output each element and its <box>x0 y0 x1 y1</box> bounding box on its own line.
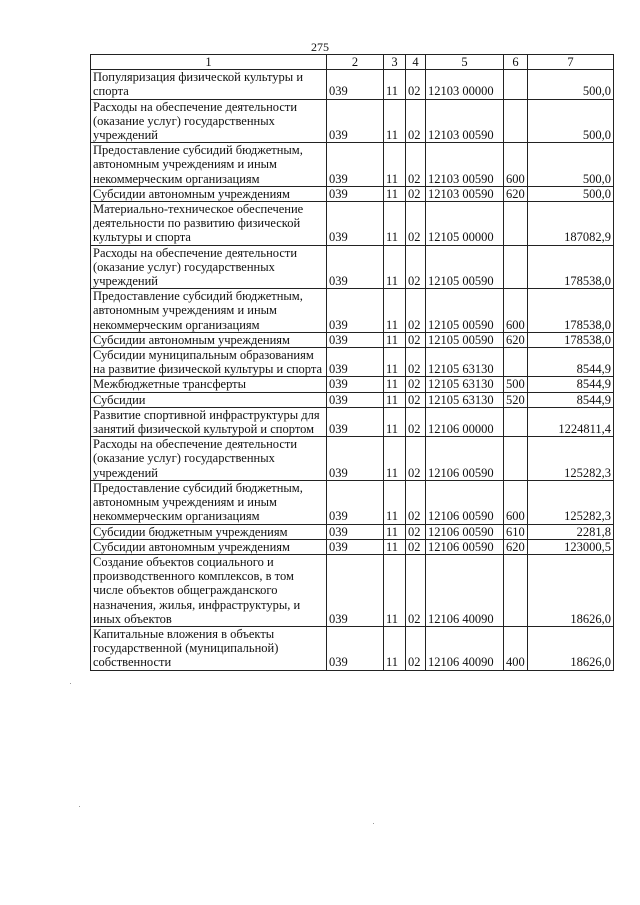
row-amount: 8544,9 <box>528 377 614 392</box>
row-type <box>504 348 528 377</box>
row-type: 600 <box>504 480 528 524</box>
row-subsection: 02 <box>406 407 426 436</box>
row-amount: 500,0 <box>528 70 614 99</box>
row-section: 11 <box>384 143 406 187</box>
row-article: 12106 00590 <box>426 539 504 554</box>
row-subsection: 02 <box>406 186 426 201</box>
row-section: 11 <box>384 524 406 539</box>
table-row <box>91 377 614 392</box>
table-row <box>91 143 614 187</box>
row-section: 11 <box>384 554 406 626</box>
row-name: Субсидии автономным учреждениям <box>91 539 327 554</box>
table-row <box>91 289 614 333</box>
row-type: 620 <box>504 186 528 201</box>
row-name: Развитие спортивной инфраструктуры для занятий физической культурой и спортом <box>91 407 327 436</box>
column-header: 7 <box>528 55 614 70</box>
row-article: 12106 00590 <box>426 437 504 481</box>
row-code: 039 <box>327 626 384 670</box>
table-row <box>91 539 614 554</box>
row-type: 600 <box>504 143 528 187</box>
row-subsection: 02 <box>406 626 426 670</box>
row-type: 520 <box>504 392 528 407</box>
row-section: 11 <box>384 407 406 436</box>
table-row <box>91 245 614 289</box>
row-section: 11 <box>384 626 406 670</box>
row-type: 500 <box>504 377 528 392</box>
row-code: 039 <box>327 554 384 626</box>
table-row <box>91 524 614 539</box>
row-amount: 2281,8 <box>528 524 614 539</box>
page-number: 275 <box>311 40 329 54</box>
row-amount: 500,0 <box>528 143 614 187</box>
row-name: Расходы на обеспечение деятельности (оказание услуг) государственных учреждений <box>91 245 327 289</box>
row-amount: 18626,0 <box>528 626 614 670</box>
row-type <box>504 202 528 246</box>
row-article: 12103 00590 <box>426 99 504 143</box>
row-code: 039 <box>327 348 384 377</box>
row-subsection: 02 <box>406 377 426 392</box>
row-subsection: 02 <box>406 202 426 246</box>
table-row <box>91 437 614 481</box>
row-amount: 178538,0 <box>528 289 614 333</box>
row-code: 039 <box>327 70 384 99</box>
row-amount: 500,0 <box>528 186 614 201</box>
table-row <box>91 407 614 436</box>
row-name: Материально-техническое обеспечение деятельности по развитию физической культуры и спорта <box>91 202 327 246</box>
row-article: 12105 00590 <box>426 332 504 347</box>
row-subsection: 02 <box>406 524 426 539</box>
row-type <box>504 437 528 481</box>
row-amount: 500,0 <box>528 99 614 143</box>
table-row <box>91 480 614 524</box>
row-subsection: 02 <box>406 437 426 481</box>
row-code: 039 <box>327 245 384 289</box>
row-type: 400 <box>504 626 528 670</box>
row-amount: 178538,0 <box>528 332 614 347</box>
row-code: 039 <box>327 289 384 333</box>
row-section: 11 <box>384 245 406 289</box>
row-name: Субсидии автономным учреждениям <box>91 332 327 347</box>
table-row <box>91 626 614 670</box>
row-code: 039 <box>327 524 384 539</box>
header-row <box>91 55 614 70</box>
row-subsection: 02 <box>406 539 426 554</box>
budget-table <box>90 54 614 671</box>
row-code: 039 <box>327 99 384 143</box>
row-article: 12103 00590 <box>426 186 504 201</box>
row-name: Субсидии автономным учреждениям <box>91 186 327 201</box>
row-amount: 125282,3 <box>528 480 614 524</box>
row-article: 12105 00590 <box>426 289 504 333</box>
row-type: 620 <box>504 539 528 554</box>
row-section: 11 <box>384 202 406 246</box>
row-code: 039 <box>327 332 384 347</box>
row-subsection: 02 <box>406 289 426 333</box>
row-article: 12106 40090 <box>426 626 504 670</box>
row-subsection: 02 <box>406 245 426 289</box>
row-name: Субсидии муниципальным образованиям на развитие физической культуры и спорта <box>91 348 327 377</box>
row-article: 12106 40090 <box>426 554 504 626</box>
scan-speck <box>70 683 71 684</box>
row-section: 11 <box>384 99 406 143</box>
row-section: 11 <box>384 377 406 392</box>
row-amount: 8544,9 <box>528 392 614 407</box>
row-name: Предоставление субсидий бюджетным, автономным учреждениям и иным некоммерческим организациям <box>91 289 327 333</box>
row-code: 039 <box>327 202 384 246</box>
row-article: 12106 00000 <box>426 407 504 436</box>
row-type: 620 <box>504 332 528 347</box>
table-row <box>91 332 614 347</box>
table-body <box>91 70 614 670</box>
row-section: 11 <box>384 348 406 377</box>
row-section: 11 <box>384 437 406 481</box>
row-code: 039 <box>327 407 384 436</box>
row-code: 039 <box>327 480 384 524</box>
row-type <box>504 245 528 289</box>
row-code: 039 <box>327 437 384 481</box>
row-section: 11 <box>384 186 406 201</box>
row-section: 11 <box>384 289 406 333</box>
row-section: 11 <box>384 70 406 99</box>
row-section: 11 <box>384 332 406 347</box>
row-name: Субсидии бюджетным учреждениям <box>91 524 327 539</box>
row-type <box>504 99 528 143</box>
row-amount: 125282,3 <box>528 437 614 481</box>
row-subsection: 02 <box>406 332 426 347</box>
row-name: Субсидии <box>91 392 327 407</box>
row-amount: 178538,0 <box>528 245 614 289</box>
row-amount: 187082,9 <box>528 202 614 246</box>
table-row <box>91 70 614 99</box>
row-amount: 123000,5 <box>528 539 614 554</box>
row-type: 600 <box>504 289 528 333</box>
table-row <box>91 99 614 143</box>
row-name: Предоставление субсидий бюджетным, автономным учреждениям и иным некоммерческим организациям <box>91 143 327 187</box>
row-name: Создание объектов социального и производственного комплексов, в том числе объектов общегражданского назначения, жилья, инфраструктуры, и иных объектов <box>91 554 327 626</box>
row-code: 039 <box>327 143 384 187</box>
row-amount: 8544,9 <box>528 348 614 377</box>
table-row <box>91 348 614 377</box>
table-row <box>91 554 614 626</box>
row-type <box>504 70 528 99</box>
column-header: 2 <box>327 55 384 70</box>
table-row <box>91 202 614 246</box>
row-section: 11 <box>384 392 406 407</box>
row-code: 039 <box>327 186 384 201</box>
row-code: 039 <box>327 392 384 407</box>
row-subsection: 02 <box>406 348 426 377</box>
row-section: 11 <box>384 539 406 554</box>
row-subsection: 02 <box>406 99 426 143</box>
scan-speck <box>373 823 374 824</box>
table-row <box>91 392 614 407</box>
row-type <box>504 554 528 626</box>
row-amount: 18626,0 <box>528 554 614 626</box>
row-subsection: 02 <box>406 143 426 187</box>
row-name: Межбюджетные трансферты <box>91 377 327 392</box>
row-section: 11 <box>384 480 406 524</box>
row-subsection: 02 <box>406 480 426 524</box>
row-name: Расходы на обеспечение деятельности (оказание услуг) государственных учреждений <box>91 99 327 143</box>
row-article: 12106 00590 <box>426 480 504 524</box>
row-article: 12106 00590 <box>426 524 504 539</box>
row-type: 610 <box>504 524 528 539</box>
row-article: 12105 63130 <box>426 348 504 377</box>
row-amount: 1224811,4 <box>528 407 614 436</box>
scan-speck <box>79 806 80 807</box>
row-subsection: 02 <box>406 554 426 626</box>
column-header: 4 <box>406 55 426 70</box>
row-name: Популяризация физической культуры и спорта <box>91 70 327 99</box>
column-header: 5 <box>426 55 504 70</box>
row-article: 12105 00590 <box>426 245 504 289</box>
row-code: 039 <box>327 539 384 554</box>
row-type <box>504 407 528 436</box>
row-article: 12105 63130 <box>426 377 504 392</box>
row-article: 12105 00000 <box>426 202 504 246</box>
row-subsection: 02 <box>406 70 426 99</box>
column-header: 6 <box>504 55 528 70</box>
row-article: 12105 63130 <box>426 392 504 407</box>
row-article: 12103 00000 <box>426 70 504 99</box>
row-name: Расходы на обеспечение деятельности (оказание услуг) государственных учреждений <box>91 437 327 481</box>
row-subsection: 02 <box>406 392 426 407</box>
column-header: 3 <box>384 55 406 70</box>
row-name: Предоставление субсидий бюджетным, автономным учреждениям и иным некоммерческим организациям <box>91 480 327 524</box>
table-row <box>91 186 614 201</box>
row-name: Капитальные вложения в объекты государственной (муниципальной) собственности <box>91 626 327 670</box>
column-header: 1 <box>91 55 327 70</box>
row-article: 12103 00590 <box>426 143 504 187</box>
row-code: 039 <box>327 377 384 392</box>
